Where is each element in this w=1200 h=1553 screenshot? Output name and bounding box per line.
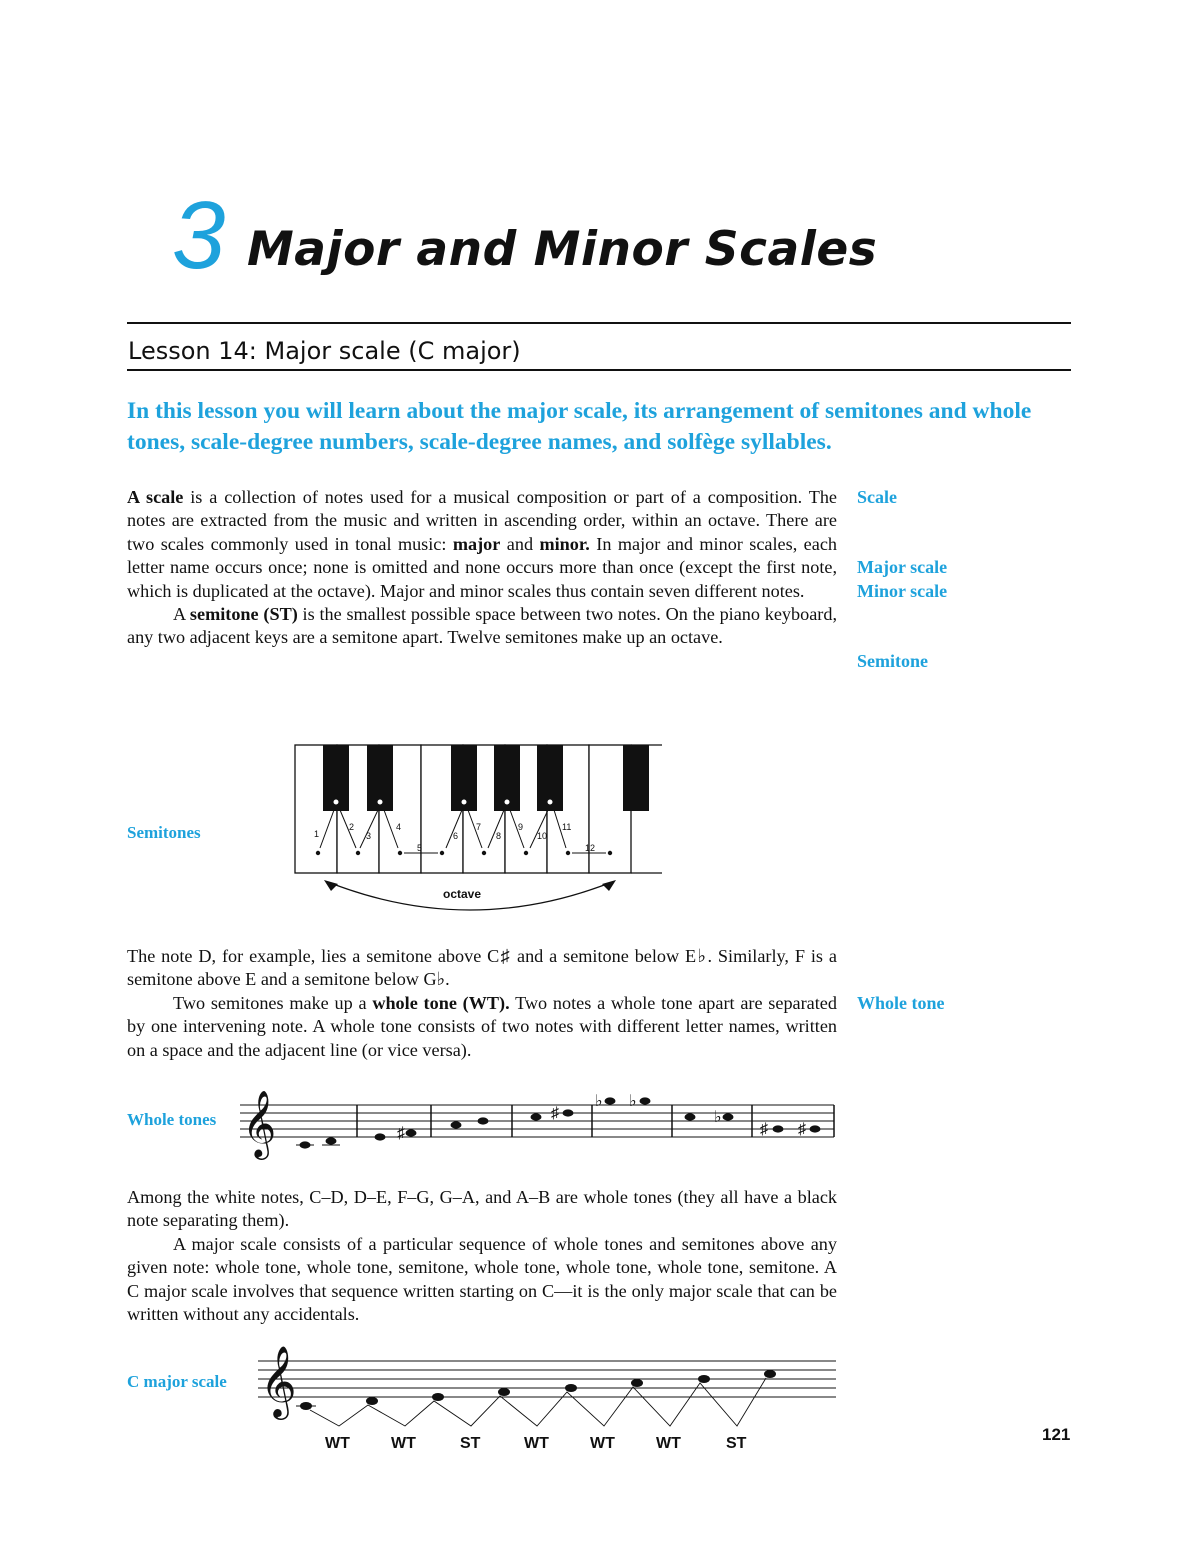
figure-label-whole-tones: Whole tones [127,1110,217,1129]
lesson-rule-top [127,322,1071,324]
interval-number: 5 [417,843,423,853]
term-major: major [452,533,501,554]
treble-clef-icon: 𝄞 [260,1347,297,1416]
lesson-intro: In this lesson you will learn about the major scale, its arrangement of semitones and whole tones, scale-degree numbers, scale-degree names, and solfège syllables. [127,398,1032,455]
text-run: and [500,533,540,554]
keyboard-figure [290,740,680,920]
interval-label: WT [325,1435,350,1452]
interval-number: 11 [562,822,572,832]
chapter-title: Major and Minor Scales [247,222,878,277]
interval-labels [325,1435,747,1452]
paragraph-scale [127,486,837,603]
margin-term-whole-tone: Whole tone [857,993,945,1013]
interval-number: 2 [349,822,355,832]
interval-number: 7 [476,822,482,832]
interval-zigzag [310,1378,766,1426]
interval-label: WT [524,1435,549,1452]
paragraph-example: The note D, for example, lies a semitone above C♯ and a semitone below E♭. Similarly, F is a semitone above E and a semitone below G♭. [127,946,837,990]
interval-number: 6 [453,831,459,841]
text-run: Two semitones make up a [173,992,373,1013]
interval-number: 12 [585,843,596,853]
interval-number: 8 [496,831,502,841]
svg-text:♭: ♭ [714,1109,722,1126]
term-semitone: semitone (ST) [189,604,298,625]
svg-text:♯: ♯ [760,1121,768,1138]
lesson-title: Lesson 14: Major scale (C major) [128,337,521,365]
text-run: In major and minor scales, each letter name occurs once; none is omitted and none occurs more than once (except the first note, which is duplicated at the octave). Major and minor scales thus contain seven different notes. [127,533,837,601]
octave-label: octave [443,887,482,901]
term-scale: A scale [127,487,184,507]
interval-number: 10 [537,831,548,841]
interval-number: 9 [518,822,524,832]
text-run: A [173,604,190,625]
svg-text:♭: ♭ [595,1093,603,1110]
text-run: is a collection of notes used for a musical composition or part of a composition. The notes are extracted from the music and written in ascending order, within an octave. There are two scales commonly used in tonal music: [127,487,837,554]
interval-number: 1 [314,829,320,839]
c-major-scale-staff [258,1340,840,1460]
interval-label: ST [726,1435,747,1452]
whole-tones-staff [240,1085,840,1165]
lesson-rule-bottom [127,369,1071,371]
interval-number: 3 [366,831,372,841]
svg-text:♯: ♯ [551,1105,559,1122]
treble-clef-icon: 𝄞 [242,1091,277,1156]
margin-term-semitone: Semitone [857,651,928,671]
term-minor: minor. [539,533,590,554]
interval-label: WT [391,1435,416,1452]
margin-term-minor-scale: Minor scale [857,581,948,601]
chapter-number: 3 [172,182,226,289]
paragraph-white-notes: Among the white notes, C–D, D–E, F–G, G–A, and A–B are whole tones (they all have a black note separating them). [127,1187,837,1231]
interval-label: ST [460,1435,481,1452]
interval-label: WT [590,1435,615,1452]
svg-text:♭: ♭ [629,1093,637,1110]
body-block-2 [127,945,837,1062]
figure-label-c-major: C major scale [127,1372,227,1391]
page-number: 121 [1042,1425,1071,1444]
interval-number: 4 [396,822,402,832]
margin-term-major-scale: Major scale [857,557,948,577]
margin-term-scale: Scale [857,487,897,507]
paragraph-whole-tone [127,992,837,1062]
figure-label-semitones: Semitones [127,823,201,842]
body-block-3 [127,1186,837,1326]
text-run: is the smallest possible space between two notes. On the piano keyboard, any two adjacent keys are a semitone apart. Twelve semitones make up an octave. [127,604,837,648]
text-run: Two notes a whole tone apart are separated by one intervening note. A whole tone consists of two notes with different letter names, written on a space and the adjacent line (or vice versa). [127,992,837,1060]
paragraph-semitone [127,603,837,650]
body-block-1 [127,486,837,650]
term-whole-tone: whole tone (WT). [372,992,510,1013]
svg-text:♯: ♯ [798,1121,806,1138]
interval-label: WT [656,1435,681,1452]
paragraph-major-scale: A major scale consists of a particular sequence of whole tones and semitones above any given note: whole tone, whole tone, semitone, whole tone, whole tone, whole tone, semitone. A C major scale involves that sequence written starting on C—it is the only major scale that can be written without any accidentals. [127,1233,837,1325]
svg-text:♯: ♯ [397,1125,405,1142]
black-key [623,745,649,811]
